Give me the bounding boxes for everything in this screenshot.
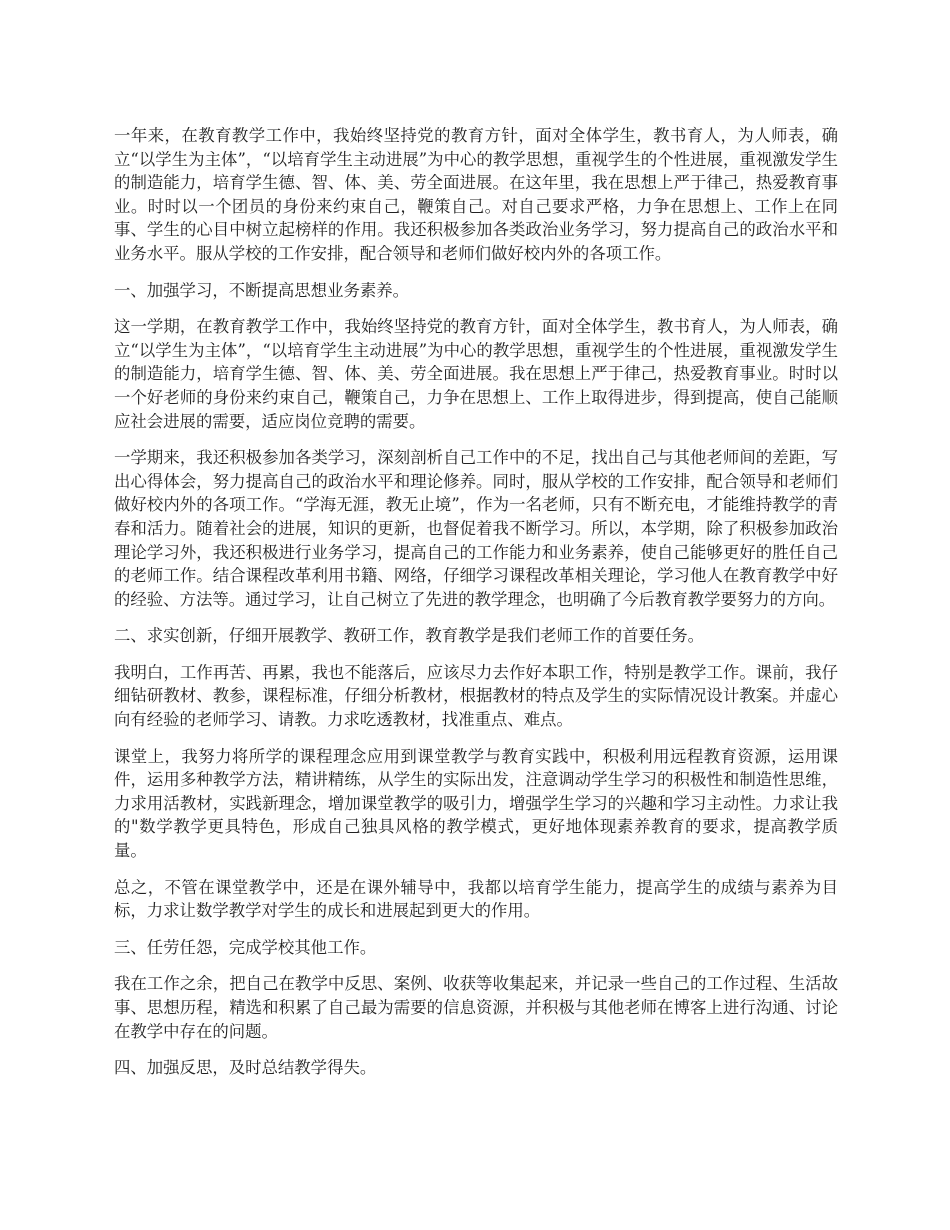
intro-paragraph: 一年来，在教育教学工作中，我始终坚持党的教育方针，面对全体学生，教书育人，为人师表，确立“以学生为主体”，“以培育学生主动进展”为中心的教学思想，重视学生的个性进展，重视激发学生的制造能力，培育学生德、智、体、美、劳全面进展。在这年里，我在思想上严于律己，热爱教育事业。时时以一个团员的身份来约束自己，鞭策自己。对自己要求严格，力争在思想上、工作上在同事、学生的心目中树立起榜样的作用。我还积极参加各类政治业务学习，努力提高自己的政治水平和业务水平。服从学校的工作安排，配合领导和老师们做好校内外的各项工作。 [114,126,838,263]
section-heading-1: 一、加强学习，不断提高思想业务素养。 [114,280,410,300]
paragraph-4: 课堂上，我努力将所学的课程理念应用到课堂教学与教育实践中，积极利用远程教育资源，运用课件，运用多种教学方法，精讲精练，从学生的实际出发，注意调动学生学习的积极性和制造性思维，力求用活教材，实践新理念，增加课堂教学的吸引力，增强学生学习的兴趣和学习主动性。力求让我的"数学教学更具特色，形成自己独具风格的教学模式，更好地体现素养教育的要求，提高教学质量。 [114,746,838,861]
section-heading-2: 二、求实创新，仔细开展教学、教研工作，教育教学是我们老师工作的首要任务。 [114,626,705,646]
paragraph-3: 我明白，工作再苦、再累，我也不能落后，应该尽力去作好本职工作，特别是教学工作。课前，我仔细钻研教材、教参，课程标准，仔细分析教材，根据教材的特点及学生的实际情况设计教案。并虚心向有经验的老师学习、请教。力求吃透教材，找准重点、难点。 [114,662,838,730]
section-heading-4: 四、加强反思，及时总结教学得失。 [114,1058,377,1078]
paragraph-6: 我在工作之余，把自己在教学中反思、案例、收获等收集起来，并记录一些自己的工作过程、生活故事、思想历程，精选和积累了自己最为需要的信息资源，并积极与其他老师在博客上进行沟通、讨论在教学中存在的问题。 [114,974,838,1041]
paragraph-1: 这一学期，在教育教学工作中，我始终坚持党的教育方针，面对全体学生，教书育人，为人师表，确立“以学生为主体”，“以培育学生主动进展”为中心的教学思想，重视学生的个性进展，重视激发学生的制造能力，培育学生德、智、体、美、劳全面进展。我在思想上严于律己，热爱教育事业。时时以一个好老师的身份来约束自己，鞭策自己，力争在思想上、工作上取得进步，得到提高，使自己能顺应社会进展的需要，适应岗位竞聘的需要。 [114,317,838,431]
section-heading-3: 三、任劳任怨，完成学校其他工作。 [114,937,377,957]
paragraph-5: 总之，不管在课堂教学中，还是在课外辅导中，我都以培育学生能力，提高学生的成绩与素养为目标，力求让数学教学对学生的成长和进展起到更大的作用。 [114,877,838,921]
document-body [114,124,838,1093]
paragraph-2: 一学期来，我还积极参加各类学习，深刻剖析自己工作中的不足，找出自己与其他老师间的差距，写出心得体会，努力提高自己的政治水平和理论修养。同时，服从学校的工作安排，配合领导和老师们做好校内外的各项工作。“学海无涯，教无止境”，作为一名老师，只有不断充电，才能维持教学的青春和活力。随着社会的进展，知识的更新，也督促着我不断学习。所以，本学期，除了积极参加政治理论学习外，我还积极进行业务学习，提高自己的工作能力和业务素养，使自己能够更好的胜任自己的老师工作。结合课程改革利用书籍、网络，仔细学习课程改革相关理论，学习他人在教育教学中好的经验、方法等。通过学习，让自己树立了先进的教学理念，也明确了今后教育教学要努力的方向。 [114,448,838,609]
